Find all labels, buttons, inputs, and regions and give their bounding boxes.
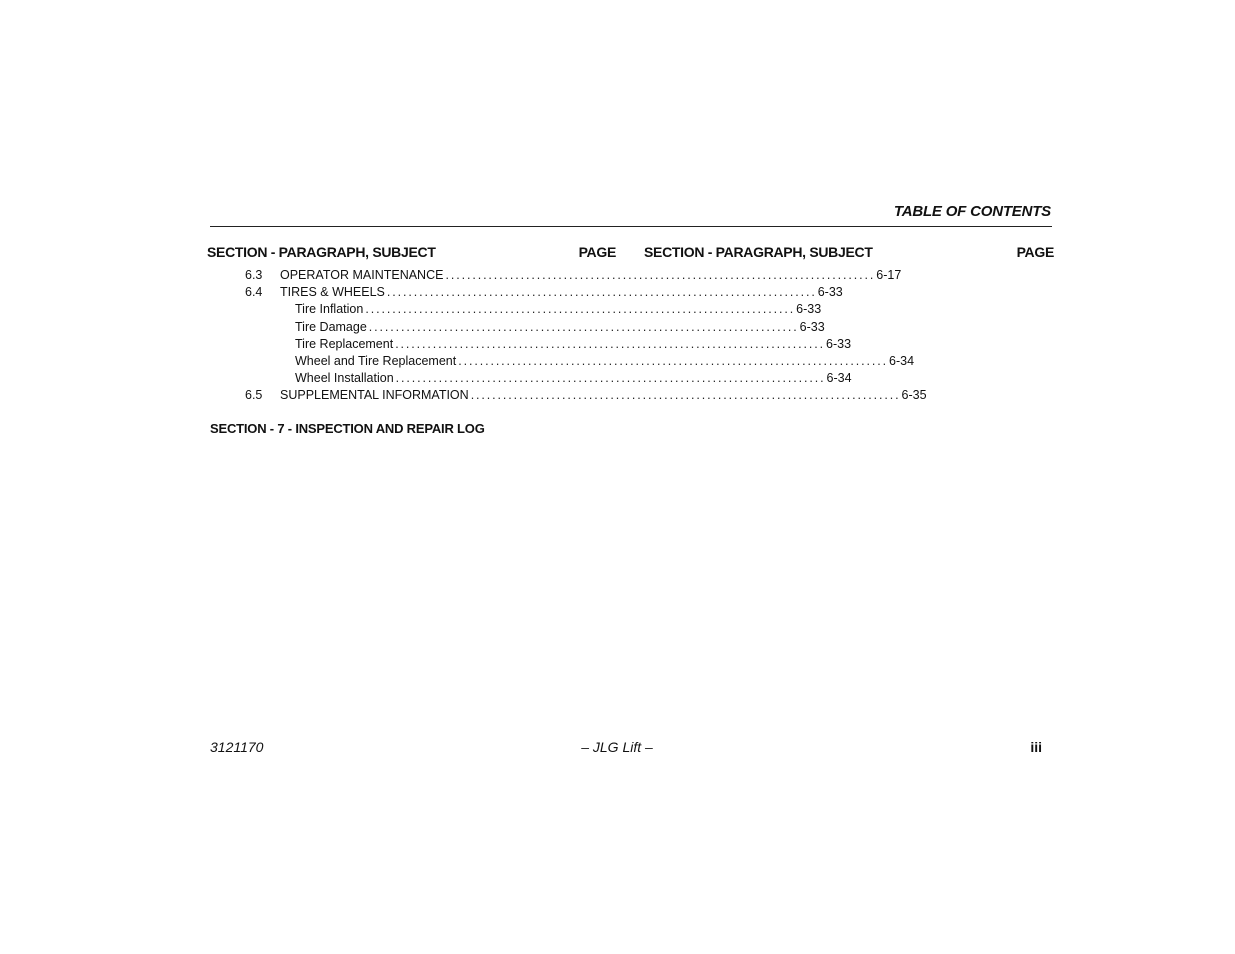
- dot-leader: ................................................................................: [395, 336, 826, 351]
- toc-entry[interactable]: [207, 353, 915, 370]
- dot-leader: ................................................................................: [445, 268, 876, 282]
- subject-heading: SECTION - PARAGRAPH, SUBJECT: [207, 244, 436, 260]
- toc-entry[interactable]: [207, 370, 852, 387]
- entry-page: 6-33: [817, 285, 843, 300]
- dot-leader: ................................................................................: [395, 371, 826, 386]
- footer-center-text: – JLG Lift –: [581, 739, 653, 755]
- toc-entry[interactable]: [207, 336, 852, 353]
- entry-page: 6-34: [889, 353, 915, 368]
- entry-label: SUPPLEMENTAL INFORMATION: [280, 387, 471, 404]
- toc-entry[interactable]: [207, 284, 843, 301]
- entry-page: 6-33: [799, 319, 825, 334]
- entry-label: OPERATOR MAINTENANCE: [280, 267, 445, 284]
- entry-label: Tire Inflation: [295, 301, 365, 318]
- subject-heading: SECTION - PARAGRAPH, SUBJECT: [644, 244, 873, 260]
- page-heading: PAGE: [578, 244, 616, 260]
- entry-page: 6-33: [826, 336, 852, 351]
- footer-page-number: iii: [1030, 739, 1042, 755]
- entry-label: TIRES & WHEELS: [280, 284, 387, 301]
- dot-leader: ................................................................................: [365, 302, 796, 317]
- entry-page: 6-35: [901, 388, 927, 403]
- entry-page: 6-17: [876, 268, 902, 282]
- entry-number: 6.3: [245, 268, 263, 282]
- toc-entries: [207, 267, 927, 405]
- section-heading[interactable]: SECTION - 7 - INSPECTION AND REPAIR LOG: [210, 421, 485, 436]
- dot-leader: ................................................................................: [470, 388, 901, 403]
- dot-leader: ................................................................................: [386, 285, 817, 300]
- dot-leader: ................................................................................: [458, 353, 889, 368]
- entry-page: 6-33: [796, 302, 822, 317]
- toc-entry[interactable]: [207, 301, 822, 318]
- entry-label: Tire Replacement: [295, 336, 395, 353]
- entry-label: Wheel Installation: [295, 370, 396, 387]
- header-rule: [210, 226, 1052, 227]
- toc-entry[interactable]: [207, 319, 825, 336]
- footer-doc-number: 3121170: [210, 739, 264, 755]
- toc-entry[interactable]: [207, 387, 927, 404]
- entry-label: Tire Damage: [295, 319, 369, 336]
- entry-page: 6-34: [826, 371, 852, 386]
- toc-entry[interactable]: [207, 267, 902, 284]
- page-heading: PAGE: [1016, 244, 1054, 260]
- page-title: TABLE OF CONTENTS: [893, 203, 1051, 220]
- entry-number: 6.5: [245, 388, 263, 403]
- entry-number: 6.4: [245, 285, 263, 300]
- dot-leader: ................................................................................: [368, 319, 799, 334]
- entry-label: Wheel and Tire Replacement: [295, 353, 458, 370]
